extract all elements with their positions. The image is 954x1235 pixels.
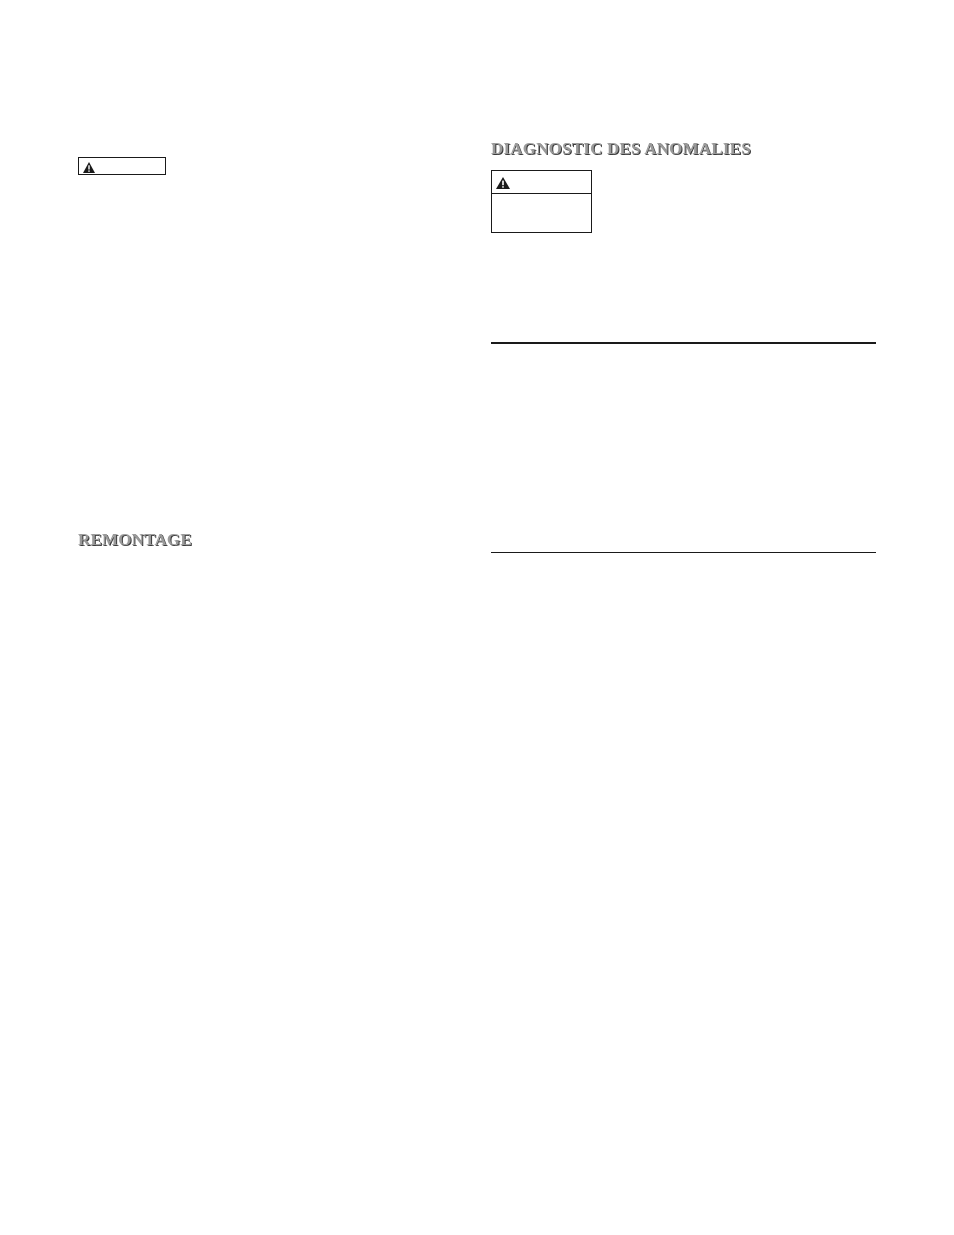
section-heading-remontage: REMONTAGE	[78, 530, 192, 549]
table-bottom-rule	[491, 552, 876, 553]
table-top-rule	[491, 342, 876, 344]
warning-box-header	[492, 171, 591, 194]
warning-box-right	[491, 170, 592, 233]
section-heading-diagnostic: DIAGNOSTIC DES ANOMALIES	[491, 139, 751, 158]
warning-box-left	[78, 157, 166, 175]
warning-triangle-icon	[83, 160, 95, 178]
warning-triangle-icon	[496, 176, 510, 194]
